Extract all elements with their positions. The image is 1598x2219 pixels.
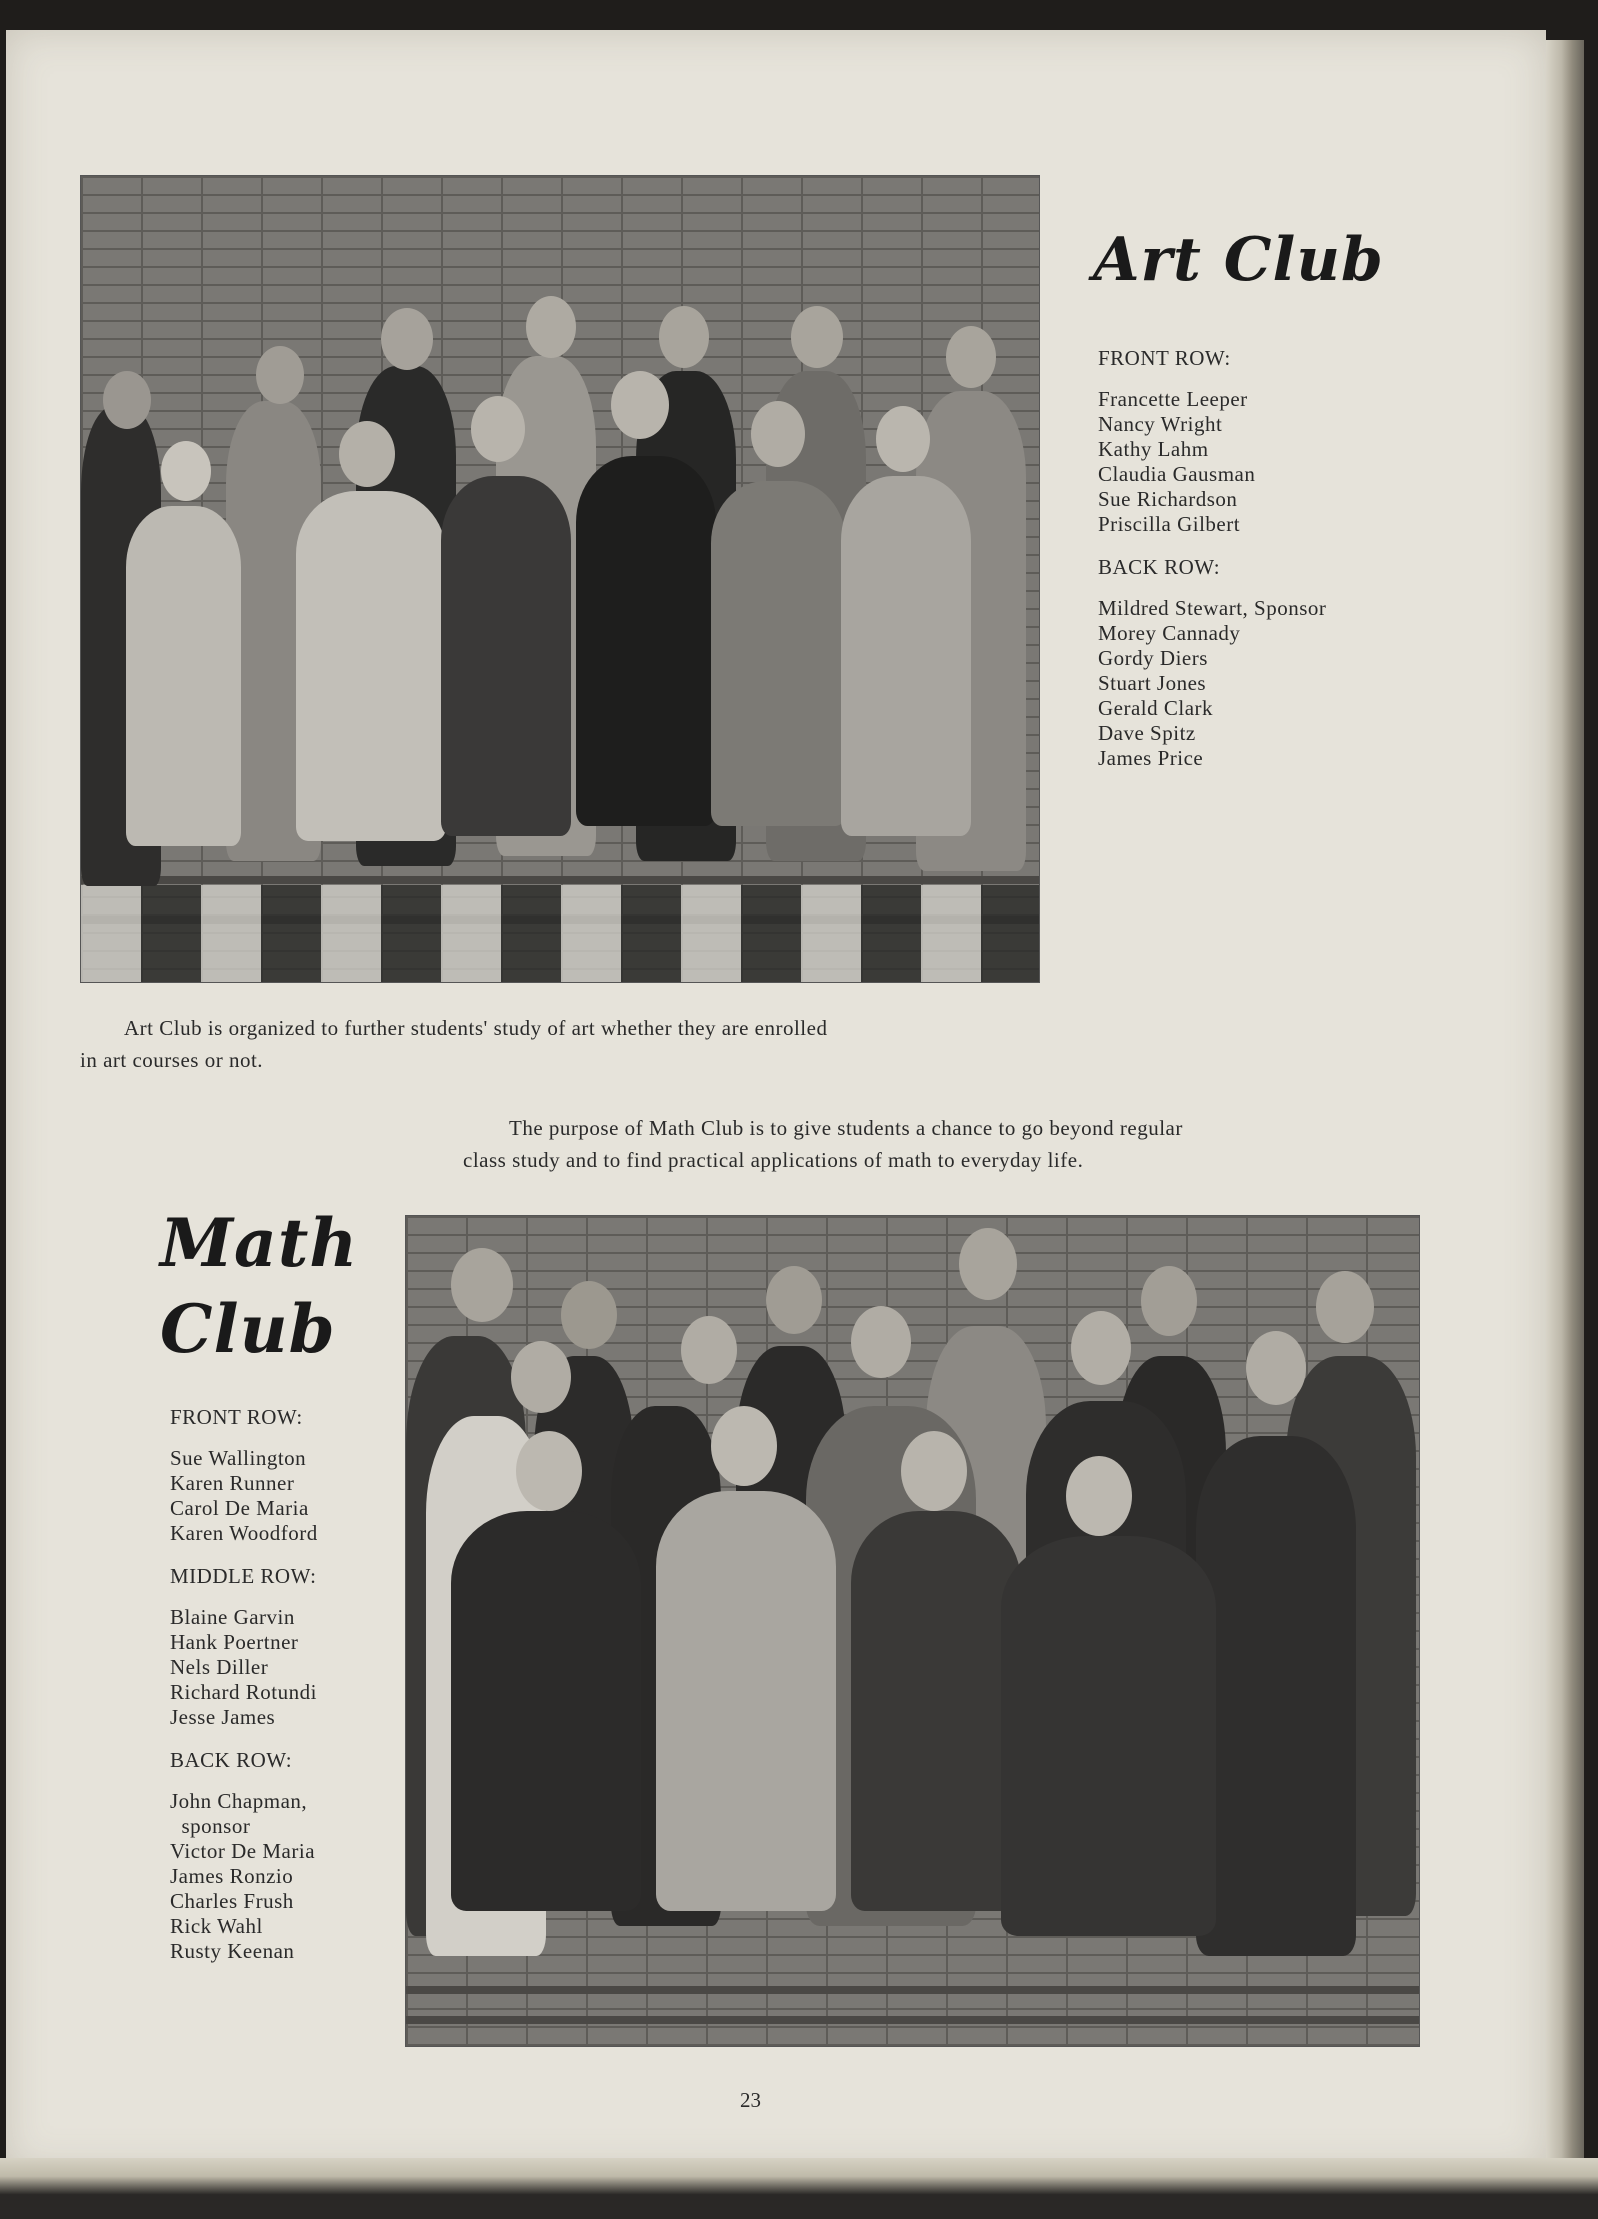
intro-line: The purpose of Math Club is to give students a chance to go beyond regular: [509, 1116, 1183, 1140]
front-row-label: FRONT ROW:: [170, 1405, 303, 1429]
roster-name: Victor De Maria: [170, 1839, 316, 1863]
person-head: [1071, 1311, 1131, 1385]
roster-name: Kathy Lahm: [1098, 437, 1209, 461]
art-club-photo: [80, 175, 1040, 983]
person-head: [1316, 1271, 1374, 1343]
person-head: [161, 441, 211, 501]
back-row-names: [1098, 596, 1428, 771]
front-row-label: FRONT ROW:: [1098, 346, 1231, 370]
person-head: [1141, 1266, 1197, 1336]
roster-name: Nancy Wright: [1098, 412, 1223, 436]
page-number: 23: [740, 2088, 761, 2112]
roster-name: Priscilla Gilbert: [1098, 512, 1241, 536]
roster-name: Stuart Jones: [1098, 671, 1207, 695]
person-figure: [126, 506, 241, 846]
roster-name: Hank Poertner: [170, 1630, 299, 1654]
back-row-names: [170, 1789, 390, 1964]
roster-name: Karen Runner: [170, 1471, 295, 1495]
roster-name: John Chapman,: [170, 1789, 308, 1813]
person-head: [611, 371, 669, 439]
person-figure: [296, 491, 446, 841]
roster-name: Sue Wallington: [170, 1446, 307, 1470]
person-head: [256, 346, 304, 404]
roster-name: Charles Frush: [170, 1889, 294, 1913]
roster-name: Gerald Clark: [1098, 696, 1214, 720]
person-head: [451, 1248, 513, 1322]
tile-floor: [81, 885, 1039, 982]
back-row-label: BACK ROW:: [1098, 555, 1221, 579]
person-figure: [851, 1511, 1021, 1911]
person-head: [1246, 1331, 1306, 1405]
riser-step: [406, 1986, 1419, 1994]
person-figure: [1001, 1536, 1216, 1936]
roster-name: sponsor: [170, 1814, 251, 1838]
front-row-names: [170, 1446, 390, 1546]
person-head: [471, 396, 525, 462]
roster-name: Gordy Diers: [1098, 646, 1208, 670]
person-head: [766, 1266, 822, 1334]
person-head: [1066, 1456, 1132, 1536]
roster-name: Rusty Keenan: [170, 1939, 295, 1963]
person-figure: [711, 481, 846, 826]
person-figure: [451, 1511, 641, 1911]
riser-step: [406, 2016, 1419, 2024]
roster-name: Mildred Stewart, Sponsor: [1098, 596, 1327, 620]
roster-name: Francette Leeper: [1098, 387, 1248, 411]
roster-name: Morey Cannady: [1098, 621, 1241, 645]
caption-line: in art courses or not.: [80, 1048, 264, 1072]
roster-name: Blaine Garvin: [170, 1605, 295, 1629]
roster-name: James Price: [1098, 746, 1204, 770]
person-head: [561, 1281, 617, 1349]
roster-name: Sue Richardson: [1098, 487, 1238, 511]
person-figure: [841, 476, 971, 836]
art-club-caption: [80, 1012, 1060, 1076]
roster-name: Dave Spitz: [1098, 721, 1196, 745]
caption-line: Art Club is organized to further students' study of art whether they are enrolled: [124, 1016, 828, 1040]
person-head: [526, 296, 576, 358]
art-club-roster: [1098, 346, 1428, 789]
math-club-title-line: Club: [160, 1290, 336, 1368]
roster-name: Carol De Maria: [170, 1496, 309, 1520]
math-club-photo: [405, 1215, 1420, 2047]
middle-row-label: MIDDLE ROW:: [170, 1564, 317, 1588]
person-head: [946, 326, 996, 388]
math-club-intro: [463, 1112, 1463, 1176]
person-figure: [656, 1491, 836, 1911]
person-head: [659, 306, 709, 368]
person-head: [381, 308, 433, 370]
art-club-title: Art Club: [1093, 225, 1384, 295]
back-row-label: BACK ROW:: [170, 1748, 293, 1772]
person-head: [711, 1406, 777, 1486]
person-head: [516, 1431, 582, 1511]
page-edge: [1546, 40, 1584, 2170]
riser-step: [81, 876, 1039, 884]
roster-name: Nels Diller: [170, 1655, 269, 1679]
math-club-title-line: Math: [160, 1204, 359, 1282]
front-row-names: [1098, 387, 1428, 537]
roster-name: James Ronzio: [170, 1864, 294, 1888]
person-figure: [441, 476, 571, 836]
roster-name: Jesse James: [170, 1705, 276, 1729]
roster-name: Claudia Gausman: [1098, 462, 1256, 486]
intro-line: class study and to find practical applications of math to everyday life.: [463, 1148, 1084, 1172]
person-head: [339, 421, 395, 487]
person-head: [959, 1228, 1017, 1300]
page-bottom-edge: [0, 2158, 1598, 2219]
person-head: [851, 1306, 911, 1378]
person-head: [876, 406, 930, 472]
roster-name: Richard Rotundi: [170, 1680, 317, 1704]
person-head: [681, 1316, 737, 1384]
roster-name: Rick Wahl: [170, 1914, 263, 1938]
person-head: [791, 306, 843, 368]
person-head: [751, 401, 805, 467]
math-club-title: [160, 1200, 358, 1372]
person-figure: [576, 456, 716, 826]
person-head: [901, 1431, 967, 1511]
middle-row-names: [170, 1605, 390, 1730]
math-club-roster: [170, 1405, 390, 1982]
person-figure: [1196, 1436, 1356, 1956]
person-head: [103, 371, 151, 429]
person-head: [511, 1341, 571, 1413]
roster-name: Karen Woodford: [170, 1521, 318, 1545]
